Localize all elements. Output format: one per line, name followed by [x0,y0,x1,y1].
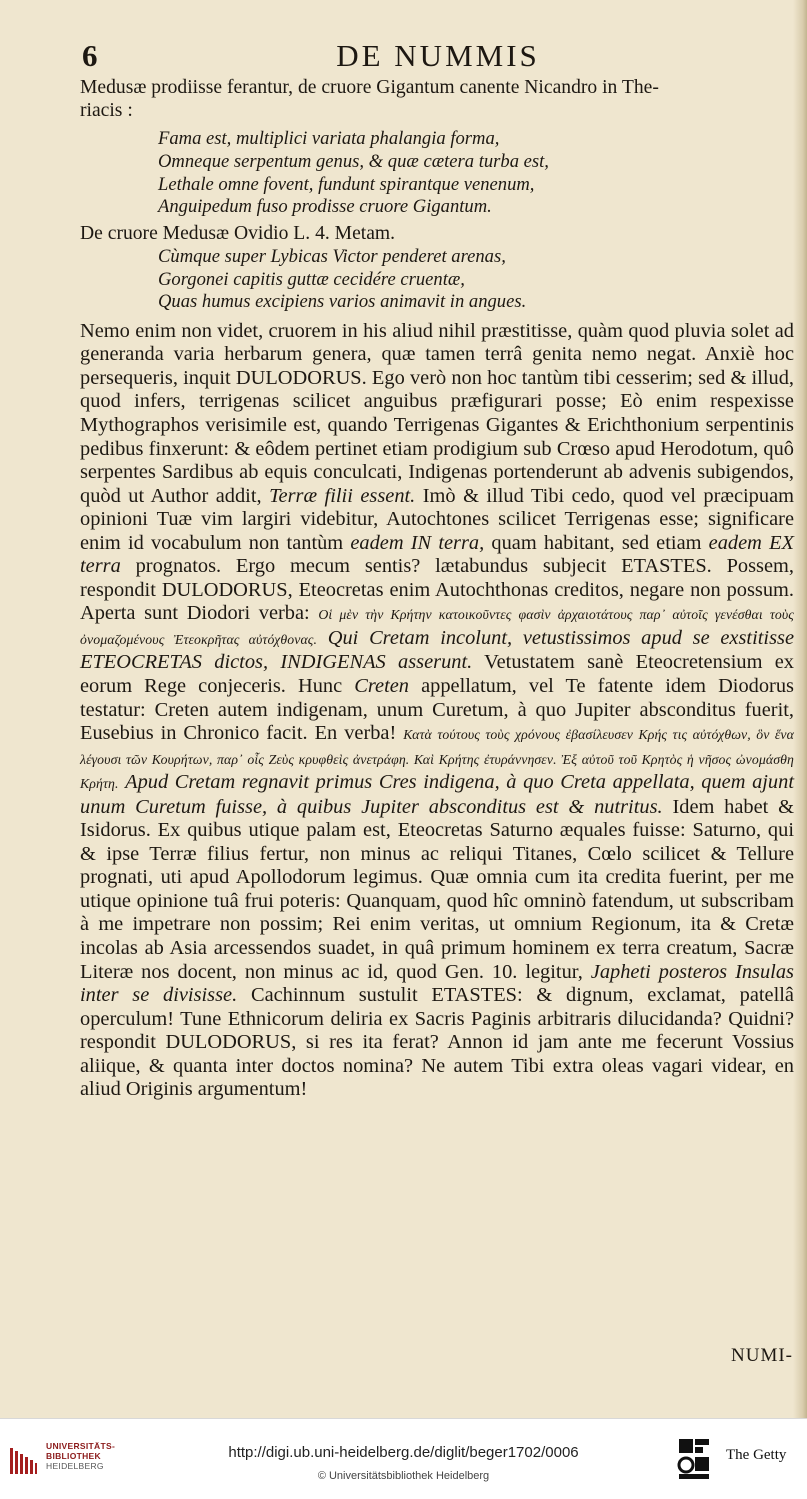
greek-quote: Οἱ μὲν τὴν Κρήτην κατοικοῦντες φασὶν ἀρχαιοτάτους παρ᾽ αὐτοῖς γενέσθαι τοὺς ὀνομαζομένους Ἐτεοκρῆτας αὐτόχθονας. [80,607,795,647]
main-paragraph [80,320,794,1102]
italic-phrase: eadem EX terra [80,531,794,578]
nicander-verse [158,128,794,218]
verse-line: Lethale omne fovent, fundunt spirantque venenum, [158,173,535,195]
body-text [80,76,794,1102]
paragraph-text: prognatos. Ergo mecum sentis? lætabundus subjecit ETASTES. Possem, respondit DULODORUS, Eteocretas enim Autochthonas creditos, negare non possum. Aperta sunt Diodori verba: [80,555,794,625]
page-edge [793,0,807,1418]
verse-line: Gorgonei capitis guttæ cecidére cruentæ, [158,268,465,290]
page-header [82,38,794,74]
verse-line: Fama est, multiplici variata phalangia forma, [158,128,500,150]
verse-line: Anguipedum fuso prodisse cruore Gigantum. [158,196,492,218]
verse-line: Omneque serpentum genus, & quæ cætera turba est, [158,151,549,172]
getty-logo-icon[interactable] [677,1437,713,1481]
greek-quote: Κατὰ τούτους τοὺς χρόνους ἐβασίλευσεν Κρής τις αὐτόχθων, ὃν ἕνα λέγουσι τῶν Κουρήτων, παρ᾽ οἷς Ζεὺς κρυφθεὶς ἀνετράφη. Καὶ Κρήτης ἐτυράννησεν. Ἐξ αὐτοῦ τοῦ Κρητὸς ἡ νῆσος ὠνομάσθη Κρήτη. [80,727,795,792]
italic-quote: Japheti posteros Insulas inter se divisisse. [80,960,794,1007]
verse-line: Quas humus excipiens varios animavit in angues. [158,291,527,313]
getty-partner-name: The Getty [726,1447,787,1463]
ovid-verse [158,246,794,314]
footer-bar [0,1418,807,1499]
permalink-url[interactable]: http://digi.ub.uni-heidelberg.de/diglit/beger1702/0006 [228,1444,579,1461]
italic-quote: Terræ filii essent. [269,484,416,507]
catchword: NUMI- [731,1345,793,1366]
paragraph-text: Idem habet & Isidorus. Ex quibus utique palam est, Eteocretas Saturno æquales fuisse: Saturno, qui & ipse Terræ filius fertur, non minus ac reliqui Titanes, Cœlo scilicet & Tellure prognati, uti apud Apollodorum legimus. Quæ omnia cum ita credita fuerint, per me utique opinione tuâ frui poteris: Quanquam, quod hîc omninò fatendum, ut subscribam à me impetrare non possim; Rei enim veritas, ut omnium Regionum, ita & Cretæ incolas ab Asia arcessendos suadet, in quâ primum hominem ex terra creatum, Sacræ Literæ nos docent, non minus ac id, quod Gen. 10. legitur, [80,795,794,983]
intro-line: Medusæ prodiisse ferantur, de cruore Gigantum canente Nicandro in The- [80,77,659,98]
paragraph-text: Cachinnum sustulit ETASTES: & dignum, exclamat, patellâ operculum! Tune Ethnicorum deliria ex Sacris Paginis arbitraris dilucidanda? Quidni? respondit DULODORUS, si res ita ferat? Annon id jam ante me fecerunt Vossius aliique, & quanta inter doctos nomina? Ne autem Tibi extra oleas vagari videar, en aliud Originis argumentum! [80,984,794,1101]
ovid-intro: De cruore Medusæ Ovidio L. 4. Metam. [80,222,396,244]
verse-line: Cùmque super Lybicas Victor penderet arenas, [158,245,506,267]
paragraph-text: appellatum, vel Te fatente idem Diodorus testatur: Creten autem indigenam, unum Curetum, à quo Jupiter absconditus fuerit, Eusebius in Chronico facit. En verba! [80,674,794,745]
paragraph-text: quam habitant, sed etiam [491,531,702,554]
copyright-notice: © Universitätsbibliothek Heidelberg [317,1470,490,1482]
italic-phrase: eadem IN terra, [350,531,485,554]
running-title: DE NUMMIS [336,38,540,73]
italic-name: Creten [354,674,409,697]
latin-translation: Qui Cretam incolunt, vetustissimos apud se exstitisse ETEOCRETAS dictos, INDIGENAS asserunt. [80,626,794,674]
library-name: UNIVERSITÄTS- BIBLIOTHEK HEIDELBERG [46,1441,116,1471]
paragraph-text: Vetustatem sanè Eteocretensium ex eorum Rege conjeceris. Hunc [80,651,794,697]
page-number: 6 [82,38,99,73]
latin-translation: Apud Cretam regnavit primus Cres indigena, à quo Creta appellata, quem ajunt unum Curetum fuisse, à quibus Jupiter absconditus est & nutritus. [80,771,794,818]
intro-line-2: riacis : [80,100,133,122]
paragraph-text: Imò & illud Tibi cedo, quod vel præcipuam opinioni Tuæ vim largiri videbitur, Autochtones scilicet Terrigenas esse; significare enim id vocabulum non tantùm [80,484,794,554]
paragraph-text: Nemo enim non videt, cruorem in his aliud nihil præstitisse, quàm quod pluvia solet ad generanda varia herbarum genera, quæ tamen terrâ genita nemo negat. Anxiè hoc persequeris, inquit DULODORUS. Ego verò non hoc tantùm tibi cesserim; sed & illud, quod infers, terrigenas scilicet anguibus præfigurari posse; Eò enim respexisse Mythographos verisimile est, quando Terrigenas Gigantes & Erichthonium serpentinis pedibus finxerunt: & eôdem pertinet etiam prodigium sub Crœso apud Herodotum, quô serpentes Sardibus ab equis conculcati, Indigenas portenderunt ab advenis subigendos, quòd ut Author addit, [80,319,794,507]
